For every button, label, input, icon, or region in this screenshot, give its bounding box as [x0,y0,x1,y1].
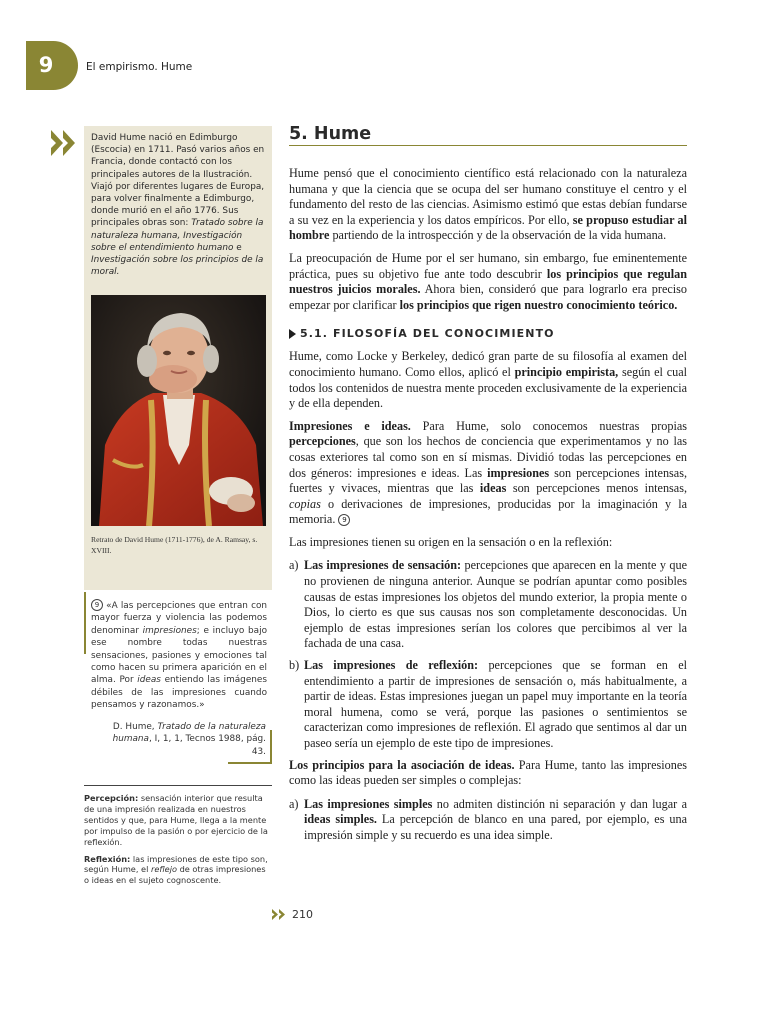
glossary-entry-percepcion: Percepción: sensación interior que resulta de una impresión realizada en nuestros sentidos y que, para Hume, llega a la mente por impulso de la pasión o por ejercicio de la reflexión. [84,793,268,847]
portrait-image [91,295,266,526]
list-item-sensacion: a) Las impresiones de sensación: percepciones que aparecen en la mente y que no provienen de ninguna anterior. Aunque se podrían apuntar como posibles causas de estas impresiones los objetos del mundo exterior, la propia mente o Dios, lo cierto es que sus causas nos son completamente desconocidas. Un ejemplo de estas impresiones serían los colores que percibimos al ver la fachada de una casa. [289,558,687,651]
paragraph-2: La preocupación de Hume por el ser humano, sin embargo, fue eminentemente práctica, pues su objetivo fue ante todo descubrir los principios que regulan nuestros juicios morales. Ahora bien, consideró que para lograrlo era preciso empezar por clarificar los principios que rigen nuestro conocimiento teórico. [289,250,688,312]
list-item-simples: a) Las impresiones simples no admiten distinción ni separación y dan lugar a ideas simples. La percepción de blanco en una pared, por ejemplo, es una impresión simple y su recuerdo es una idea simple. [289,796,687,842]
double-arrow-icon [272,909,288,920]
glossary-entry-reflexion: Reflexión: las impresiones de este tipo son, según Hume, el reflejo de otras impresiones o ideas en el sujeto cognoscente. [84,853,268,886]
portrait-caption: Retrato de David Hume (1711-1776), de A. Ramsay, s. XVIII. [91,535,258,555]
list-item-reflexion: b) Las impresiones de reflexión: percepciones que se forman en el entendimiento a partir de impresiones de sensación o, más habitualmente, a partir de ideas. Estas impresiones juegan un papel muy importante en la teoría moral humena, como se verá, porque las pasiones o sentimientos se caracterizan como impresiones de reflexión. El agrado que sentimos al dar un paseo sería un ejemplo de este tipo de impresiones. [289,658,687,750]
note-marker: 9 [91,599,103,611]
paragraph-4: Impresiones e ideas. Para Hume, solo conocemos nuestras propias percepciones, que son los hechos de conciencia que experimentamos y no las cosas exteriores tal como son en sí mismas. Dividió todas las percepciones en dos géneros: impresiones e ideas. Las impresiones son percepciones intensas, fuertes y vivaces, mientras que las ideas son percepciones menos intensas, copias o derivaciones de impresiones, producidas por la imaginación y la memoria. 9 [289,418,687,527]
section-title: 5. Hume [289,124,687,146]
chapter-title: El empirismo. Hume [86,61,193,73]
main-column [289,124,687,844]
subsection-heading [289,327,687,340]
quote-text: 9 «A las percepciones que entran con mayor fuerza y violencia las podemos denominar impresiones; e incluyo bajo ese nombre todas nuestras sensaciones, pasiones y emociones tal como hacen su primera aparición en el alma. Por ideas entiendo las imágenes débiles de las impresiones cuando pensamos y razonamos.» [91,601,268,711]
chapter-number: 9 [38,53,54,77]
glossary [84,793,272,892]
paragraph-6: Los principios para la asociación de ideas. Para Hume, tanto las impresiones como las ideas pueden ser simples o complejas: [289,757,687,788]
subsection-title: 5.1. FILOSOFÍA DEL CONOCIMIENTO [300,327,555,341]
biography-text: David Hume nació en Edimburgo (Escocia) en 1711. Pasó varios años en Francia, donde contactó con los principales autores de la Ilustración. Viajó por diferentes lugares de Europa, para volver finalmente a Edimburgo, donde murió en el año 1776. Sus principales obras son: Tratado sobre la naturaleza humana, Investigación sobre el entendimiento humano e Investigación sobre los principios de la moral. [91,133,265,278]
paragraph-5: Las impresiones tienen su origen en la sensación o en la reflexión: [289,534,613,549]
quote-bar-bottom [228,762,272,764]
bullet-arrow-icon [289,329,296,339]
quote-bar-left [84,592,86,654]
quote-source: D. Hume, Tratado de la naturaleza humana, I, 1, 1, Tecnos 1988, pág. 43. [112,722,266,757]
quote-bar-right [270,730,272,764]
quote-box [84,592,272,764]
note-marker: 9 [338,514,350,526]
chapter-tab [26,41,78,90]
glossary-divider [84,785,272,786]
double-arrow-icon [51,130,81,156]
biography-box [84,126,272,590]
page-number: 210 [272,908,313,921]
paragraph-3: Hume, como Locke y Berkeley, dedicó gran parte de su filosofía al examen del conocimiento humano. Como ellos, aplicó el principio empirista, según el cual todos los contenidos de nuestra mente proceden exclusivamente de la experiencia y de ella dependen. [289,349,687,411]
paragraph-1: Hume pensó que el conocimiento científico está relacionado con la naturaleza humana y que la ciencia que se ocupa del ser humano constituye el centro y el fundamento del resto de las ciencias. Asimismo estimó que estas debían fundarse a su vez en la experiencia y los datos empíricos. Por ello, se propuso estudiar al hombre partiendo de la introspección y de la observación de la vida humana. [289,166,687,243]
